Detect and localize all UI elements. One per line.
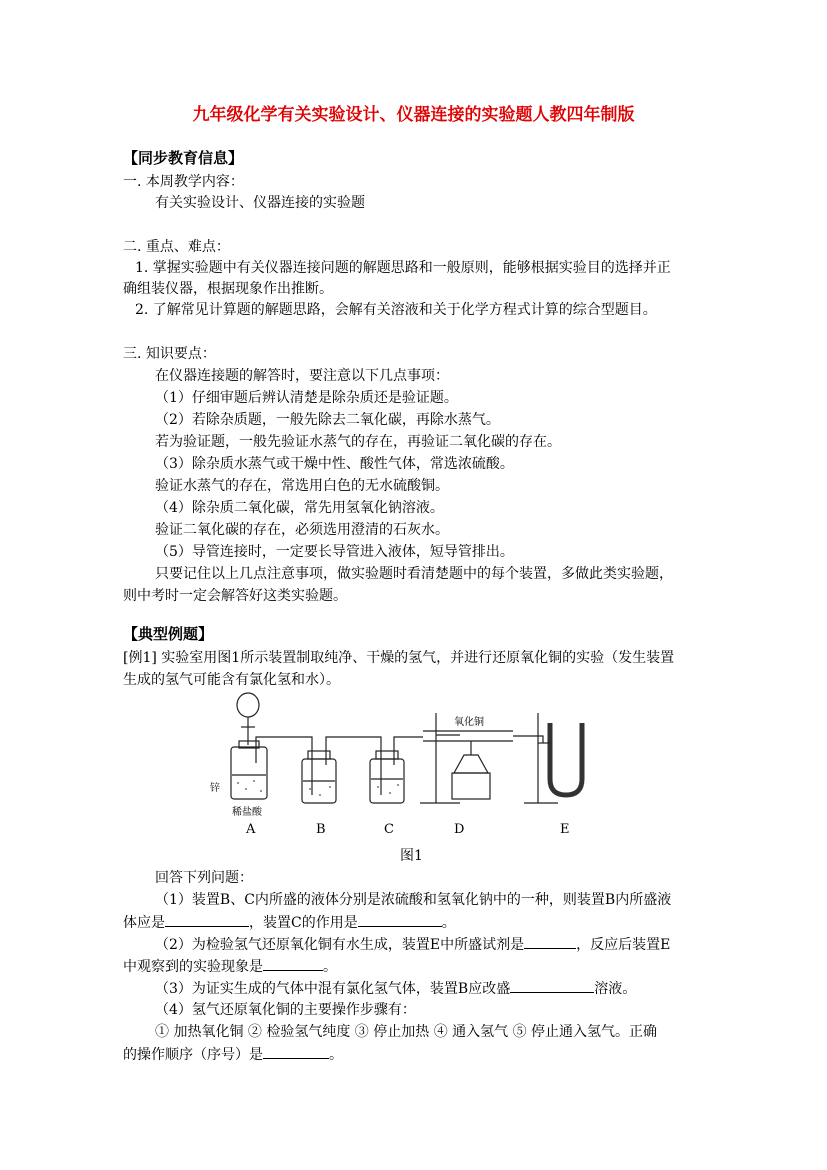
answer-blank[interactable]	[358, 912, 442, 927]
answer-blank[interactable]	[510, 978, 594, 993]
q2-text: （2）为检验氢气还原氧化铜有水生成，装置E中所盛试剂是	[155, 937, 525, 953]
question-line	[123, 956, 337, 977]
knowledge-line: （4）除杂质二氧化碳，常先用氢氧化钠溶液。	[155, 500, 444, 516]
bottle-c	[370, 759, 404, 803]
apparatus-label-b: B	[316, 822, 326, 837]
knowledge-line: （1）仔细审题后辨认清楚是除杂质还是验证题。	[155, 390, 458, 406]
knowledge-line: 验证二氧化碳的存在，必须选用澄清的石灰水。	[155, 522, 449, 538]
part2-item1a: 1. 掌握实验题中有关仪器连接问题的解题思路和一般原则，能够根据实验目的选择并正	[135, 260, 671, 276]
knowledge-line: 若为验证题，一般先验证水蒸气的存在，再验证二氧化碳的存在。	[155, 434, 561, 450]
q3-text: （3）为证实生成的气体中混有氯化氢气体，装置B应改盛	[155, 981, 511, 997]
figure-caption: 图1	[400, 848, 423, 864]
q2-text: 中观察到的实验现象是	[123, 959, 263, 975]
apparatus-label-a: A	[246, 822, 256, 837]
question-line	[155, 978, 636, 999]
knowledge-line: （5）导管连接时，一定要长导管进入液体，短导管排出。	[155, 544, 514, 560]
answer-blank[interactable]	[263, 1044, 329, 1059]
section-heading-sync: 【同步教育信息】	[123, 149, 244, 167]
apparatus-label-d: D	[454, 822, 465, 837]
example1-line: [例1] 实验室用图1所示装置制取纯净、干燥的氢气，并进行还原氧化铜的实验（发生装置	[123, 650, 675, 666]
question-line: （4）氢气还原氧化铜的主要操作步骤有：	[155, 1002, 416, 1018]
part2-item2: 2. 了解常见计算题的解题思路，会解有关溶液和关于化学方程式计算的综合型题目。	[135, 302, 657, 318]
answer-intro: 回答下列问题：	[155, 870, 253, 886]
alcohol-burner	[454, 755, 488, 773]
q1-text: ，装置C的作用是	[249, 915, 358, 931]
q2-text: 。	[323, 959, 337, 975]
answer-blank[interactable]	[165, 912, 249, 927]
section-heading-examples: 【典型例题】	[123, 625, 214, 643]
answer-blank[interactable]	[524, 934, 576, 949]
label-acid: 稀盐酸	[232, 807, 262, 818]
knowledge-line: （2）若除杂质题，一般先除去二氧化碳，再除水蒸气。	[155, 412, 500, 428]
funnel-bulb	[237, 693, 259, 717]
part2-item1b: 确组装仪器，根据现象作出推断。	[123, 281, 333, 297]
answer-blank[interactable]	[263, 956, 323, 971]
q4-text: 的操作顺序（序号）是	[123, 1047, 263, 1063]
knowledge-line: 只要记住以上几点注意事项，做实验题时看清楚题中的每个装置，多做此类实验题，	[155, 566, 673, 582]
part1-text: 有关实验设计、仪器连接的实验题	[155, 195, 365, 211]
q3-text: 溶液。	[594, 981, 637, 997]
part3-label: 三. 知识要点：	[123, 346, 216, 362]
question-line: （1）装置B、C内所盛的液体分别是浓硫酸和氢氧化钠中的一种，则装置B内所盛液	[155, 892, 672, 908]
knowledge-line: 在仪器连接题的解答时，要注意以下几点事项：	[155, 368, 449, 384]
q2-text: ，反应后装置E	[576, 937, 671, 953]
knowledge-line: 验证水蒸气的存在，常选用白色的无水硫酸铜。	[155, 478, 449, 494]
q1-text: 体应是	[123, 915, 165, 931]
question-line	[123, 912, 456, 933]
knowledge-line: （3）除杂质水蒸气或干燥中性、酸性气体，常选浓硫酸。	[155, 456, 514, 472]
question-line	[123, 1044, 343, 1065]
u-tube	[550, 723, 582, 795]
part2-label: 二. 重点、难点：	[123, 239, 230, 255]
q1-text: 。	[441, 915, 456, 931]
label-cuo: 氧化铜	[454, 717, 484, 728]
example1-line: 生成的氢气可能含有氯化氢和水）。	[123, 672, 340, 688]
part1-label: 一. 本周教学内容：	[123, 174, 244, 190]
question-line: ① 加热氧化铜 ② 检验氢气纯度 ③ 停止加热 ④ 通入氢气 ⑤ 停止通入氢气。正确	[155, 1024, 658, 1040]
q4-text: 。	[329, 1047, 343, 1063]
apparatus-label-c: C	[384, 822, 394, 837]
label-zinc: 锌	[210, 783, 220, 794]
apparatus-label-e: E	[560, 822, 570, 837]
question-line	[155, 934, 670, 955]
knowledge-line: 则中考时一定会解答好这类实验题。	[123, 588, 347, 604]
apparatus-figure	[198, 683, 618, 838]
page-title: 九年级化学有关实验设计、仪器连接的实验题人教四年制版	[192, 105, 635, 125]
